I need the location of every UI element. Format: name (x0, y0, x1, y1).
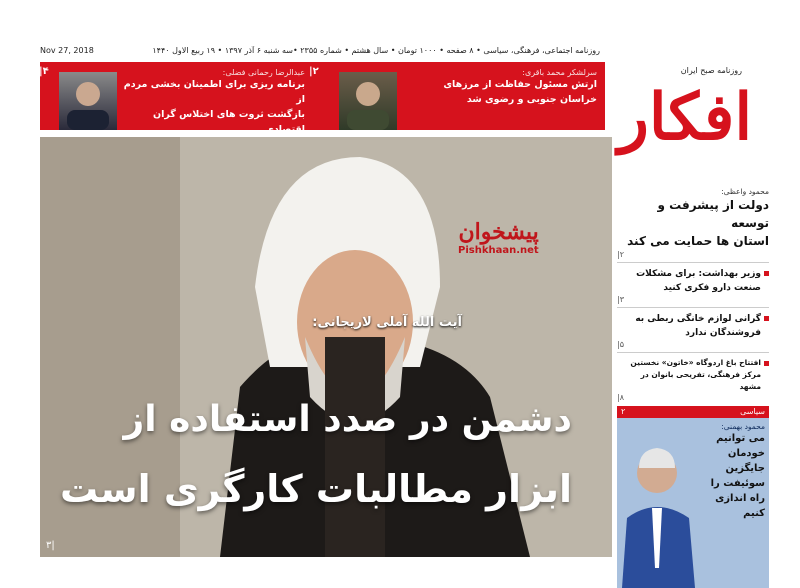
lead-headline-1[interactable]: دولت از پیشرفت و توسعه (657, 198, 769, 230)
watermark-english: Pishkhaan.net (458, 245, 539, 256)
bullet-icon (764, 271, 769, 276)
watermark (458, 219, 539, 256)
news-item-line-1: وزیر بهداشت: برای مشکلات (617, 267, 769, 281)
photo-caption: آیت الله آملی لاریجانی: (312, 315, 462, 330)
person-icon (59, 72, 117, 130)
columnist-line: کنیم (743, 508, 765, 519)
teaser-page: ۲| (309, 66, 319, 77)
main-headline-line-1[interactable]: دشمن در صدد استفاده از (123, 399, 572, 440)
teaser-bar (39, 62, 605, 135)
lead-headline-2[interactable]: استان ها حمایت می کند (627, 234, 769, 248)
news-item-page: ۵| (617, 340, 624, 349)
dateline-bar (40, 46, 600, 60)
teaser-author: سرلشکر محمد باقری: (522, 68, 597, 77)
logo-subtitle: روزنامه صبح ایران (680, 66, 742, 75)
teaser-line-1: ارتش مسئول حفاظت از مرزهای (443, 79, 597, 90)
date-english: Nov 27, 2018 (40, 46, 94, 55)
teaser-line-2: بازگشت ثروت های اختلاس گران اقتصادی (153, 109, 305, 135)
watermark-persian: پیشخوان (458, 219, 539, 245)
bullet-icon (764, 316, 769, 321)
right-column (617, 175, 769, 565)
columnist-line: راه اندازی (715, 493, 765, 504)
section-label: سیاسی (740, 407, 765, 416)
portrait-photo (59, 72, 117, 130)
dateline-persian: روزنامه اجتماعی، فرهنگی، سیاسی • ۸ صفحه • ۱۰۰۰ تومان • سال هشتم • شماره ۲۳۵۵ •سه شنبه ۶ آذر ۱۳۹۷ • ۱۹ ربیع الاول ۱۴۴۰ (152, 46, 600, 55)
news-item[interactable] (617, 307, 769, 349)
masthead-logo-area (612, 40, 772, 170)
bullet-icon (764, 361, 769, 366)
teaser-line-1: برنامه ریزی برای اطمینان بخشی مردم از (123, 79, 305, 105)
news-item-line-1: افتتاح باغ اردوگاه «خاتون» نخستین (617, 357, 769, 369)
main-page-number: ۳| (46, 540, 55, 551)
news-item-line-2: فروشندگان ندارد (685, 328, 761, 338)
news-item-page: ۳| (617, 295, 624, 304)
lead-page: ۲| (617, 250, 624, 259)
columnist-line: سوئیفت را (710, 478, 765, 489)
news-item[interactable] (617, 352, 769, 402)
news-item-line-1: گرانی لوازم خانگی ربطی به (617, 312, 769, 326)
column-photo-box[interactable] (617, 418, 769, 588)
columnist-line: جایگزین (725, 463, 765, 474)
person-icon (339, 72, 397, 130)
teaser-author: عبدالرضا رحمانی فضلی: (222, 68, 305, 77)
main-photo[interactable] (40, 137, 612, 557)
lead-author: محمود واعظی: (721, 187, 769, 196)
columnist-line: خودمان (727, 448, 765, 459)
portrait-photo (339, 72, 397, 130)
news-item-line-2: مرکز فرهنگی، تفریحی بانوان در مشهد (640, 370, 761, 391)
news-item-page: ۸| (617, 393, 624, 402)
teaser-page: ۴| (39, 66, 49, 77)
columnist-text (695, 422, 765, 521)
teaser-item[interactable] (39, 62, 305, 135)
teaser-line-2: خراسان جنوبی و رضوی شد (466, 94, 597, 105)
newspaper-logo[interactable]: افکار (618, 80, 753, 155)
section-page: ۲ (621, 407, 626, 416)
columnist-author: محمود بهمنی: (721, 422, 765, 431)
columnist-line: می توانیم (716, 433, 765, 444)
news-item[interactable] (617, 262, 769, 304)
teaser-item[interactable] (309, 62, 599, 130)
news-item-line-2: صنعت دارو فکری کنید (663, 283, 761, 293)
section-strip (617, 406, 769, 418)
main-headline-line-2[interactable]: ابزار مطالبات کارگری است (60, 467, 572, 511)
